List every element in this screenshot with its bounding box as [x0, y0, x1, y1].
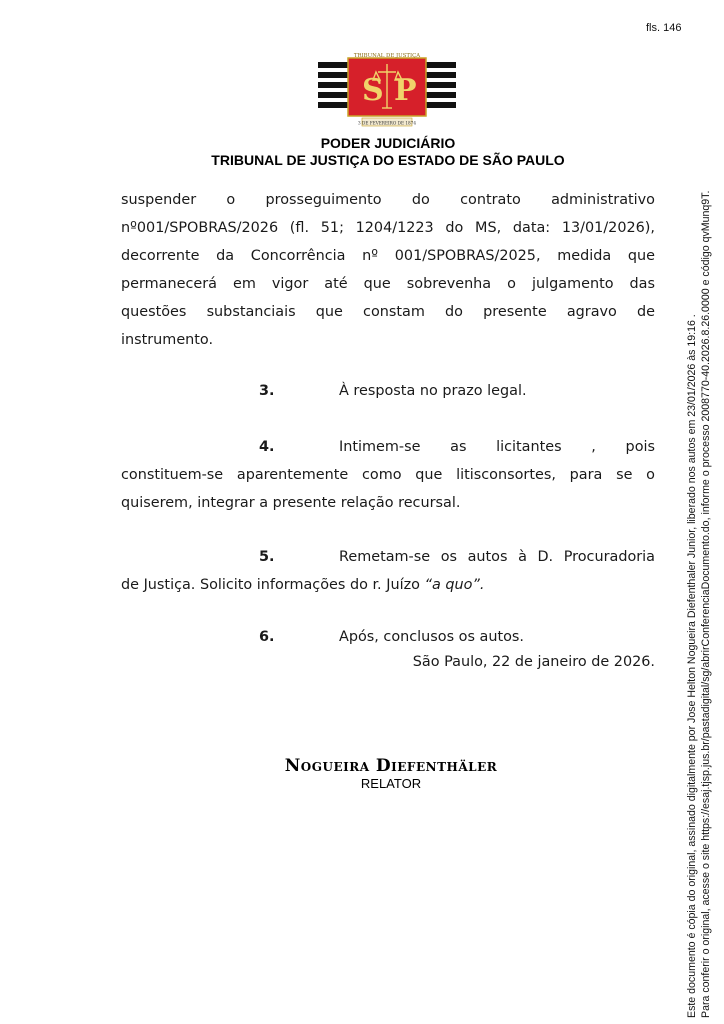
item-first-line: Remetam-se os autos à D. Procuradoria — [339, 549, 655, 565]
item-number: 3. — [259, 383, 275, 399]
item-rest-italic: “a quo”. — [424, 577, 485, 593]
side-note-line-2: Para conferir o original, acesse o site https://esaj.tjsp.jus.br/pastadigital/sg/abrirConferenciaDocumento.do, informe o processo 2008770-40.2026.8.26.0000 e código qvMunq9T. — [699, 190, 712, 1018]
paragraph-line: nº001/SPOBRAS/2026 (fl. 51; 1204/1223 do MS, data: 13/01/2026), — [121, 220, 655, 236]
seal-letter-p: P — [394, 73, 417, 108]
item-rest-text: constituem-se aparentemente como que litisconsortes, para se o quiserem, integrar a presente relação recursal. — [121, 467, 655, 511]
item-rest-text — [121, 571, 655, 599]
item-number: 5. — [259, 549, 275, 565]
signer-name: Nogueira Diefenthäler — [284, 756, 498, 776]
side-note-line-1: Este documento é cópia do original, assinado digitalmente por Jose Helton Nogueira Diefenthaler Junior, liberado nos autos em 23/01/2026 às 19:16 . — [686, 314, 698, 1018]
paragraph-line: decorrente da Concorrência nº 001/SPOBRAS/2025, medida que — [121, 248, 655, 264]
paragraph-line: suspender o prosseguimento do contrato administrativo — [121, 192, 655, 208]
item-number: 4. — [259, 439, 275, 455]
item-text: Após, conclusos os autos. — [339, 629, 525, 645]
paragraph-line: instrumento. — [121, 332, 214, 348]
paragraph-line: questões substanciais que constam do presente agravo de — [121, 304, 655, 320]
header-line-2: TRIBUNAL DE JUSTIÇA DO ESTADO DE SÃO PAULO — [211, 152, 565, 168]
item-5 — [121, 543, 655, 599]
item-4 — [121, 433, 655, 517]
item-first-line: Intimem-se as licitantes , pois — [339, 439, 655, 455]
seal-bottom-text: 3 DE FEVEREIRO DE 1874 — [358, 120, 416, 126]
item-rest-plain: de Justiça. Solicito informações do r. Juízo — [121, 577, 425, 593]
paragraph-line: permanecerá em vigor até que sobrevenha o julgamento das — [121, 276, 655, 292]
seal-letter-s: S — [362, 73, 384, 108]
page-number: fls. 146 — [646, 22, 682, 34]
opening-paragraph — [121, 186, 655, 354]
seal-top-text: TRIBUNAL DE JUSTIÇA — [353, 53, 421, 59]
digital-signature-note — [686, 158, 713, 1018]
header-line-1: PODER JUDICIÁRIO — [320, 135, 456, 151]
signer-role: RELATOR — [360, 776, 422, 791]
tjsp-seal — [318, 50, 456, 132]
date-line: São Paulo, 22 de janeiro de 2026. — [412, 654, 655, 670]
item-text: À resposta no prazo legal. — [339, 383, 527, 399]
document-header — [0, 135, 724, 169]
item-number: 6. — [259, 629, 275, 645]
